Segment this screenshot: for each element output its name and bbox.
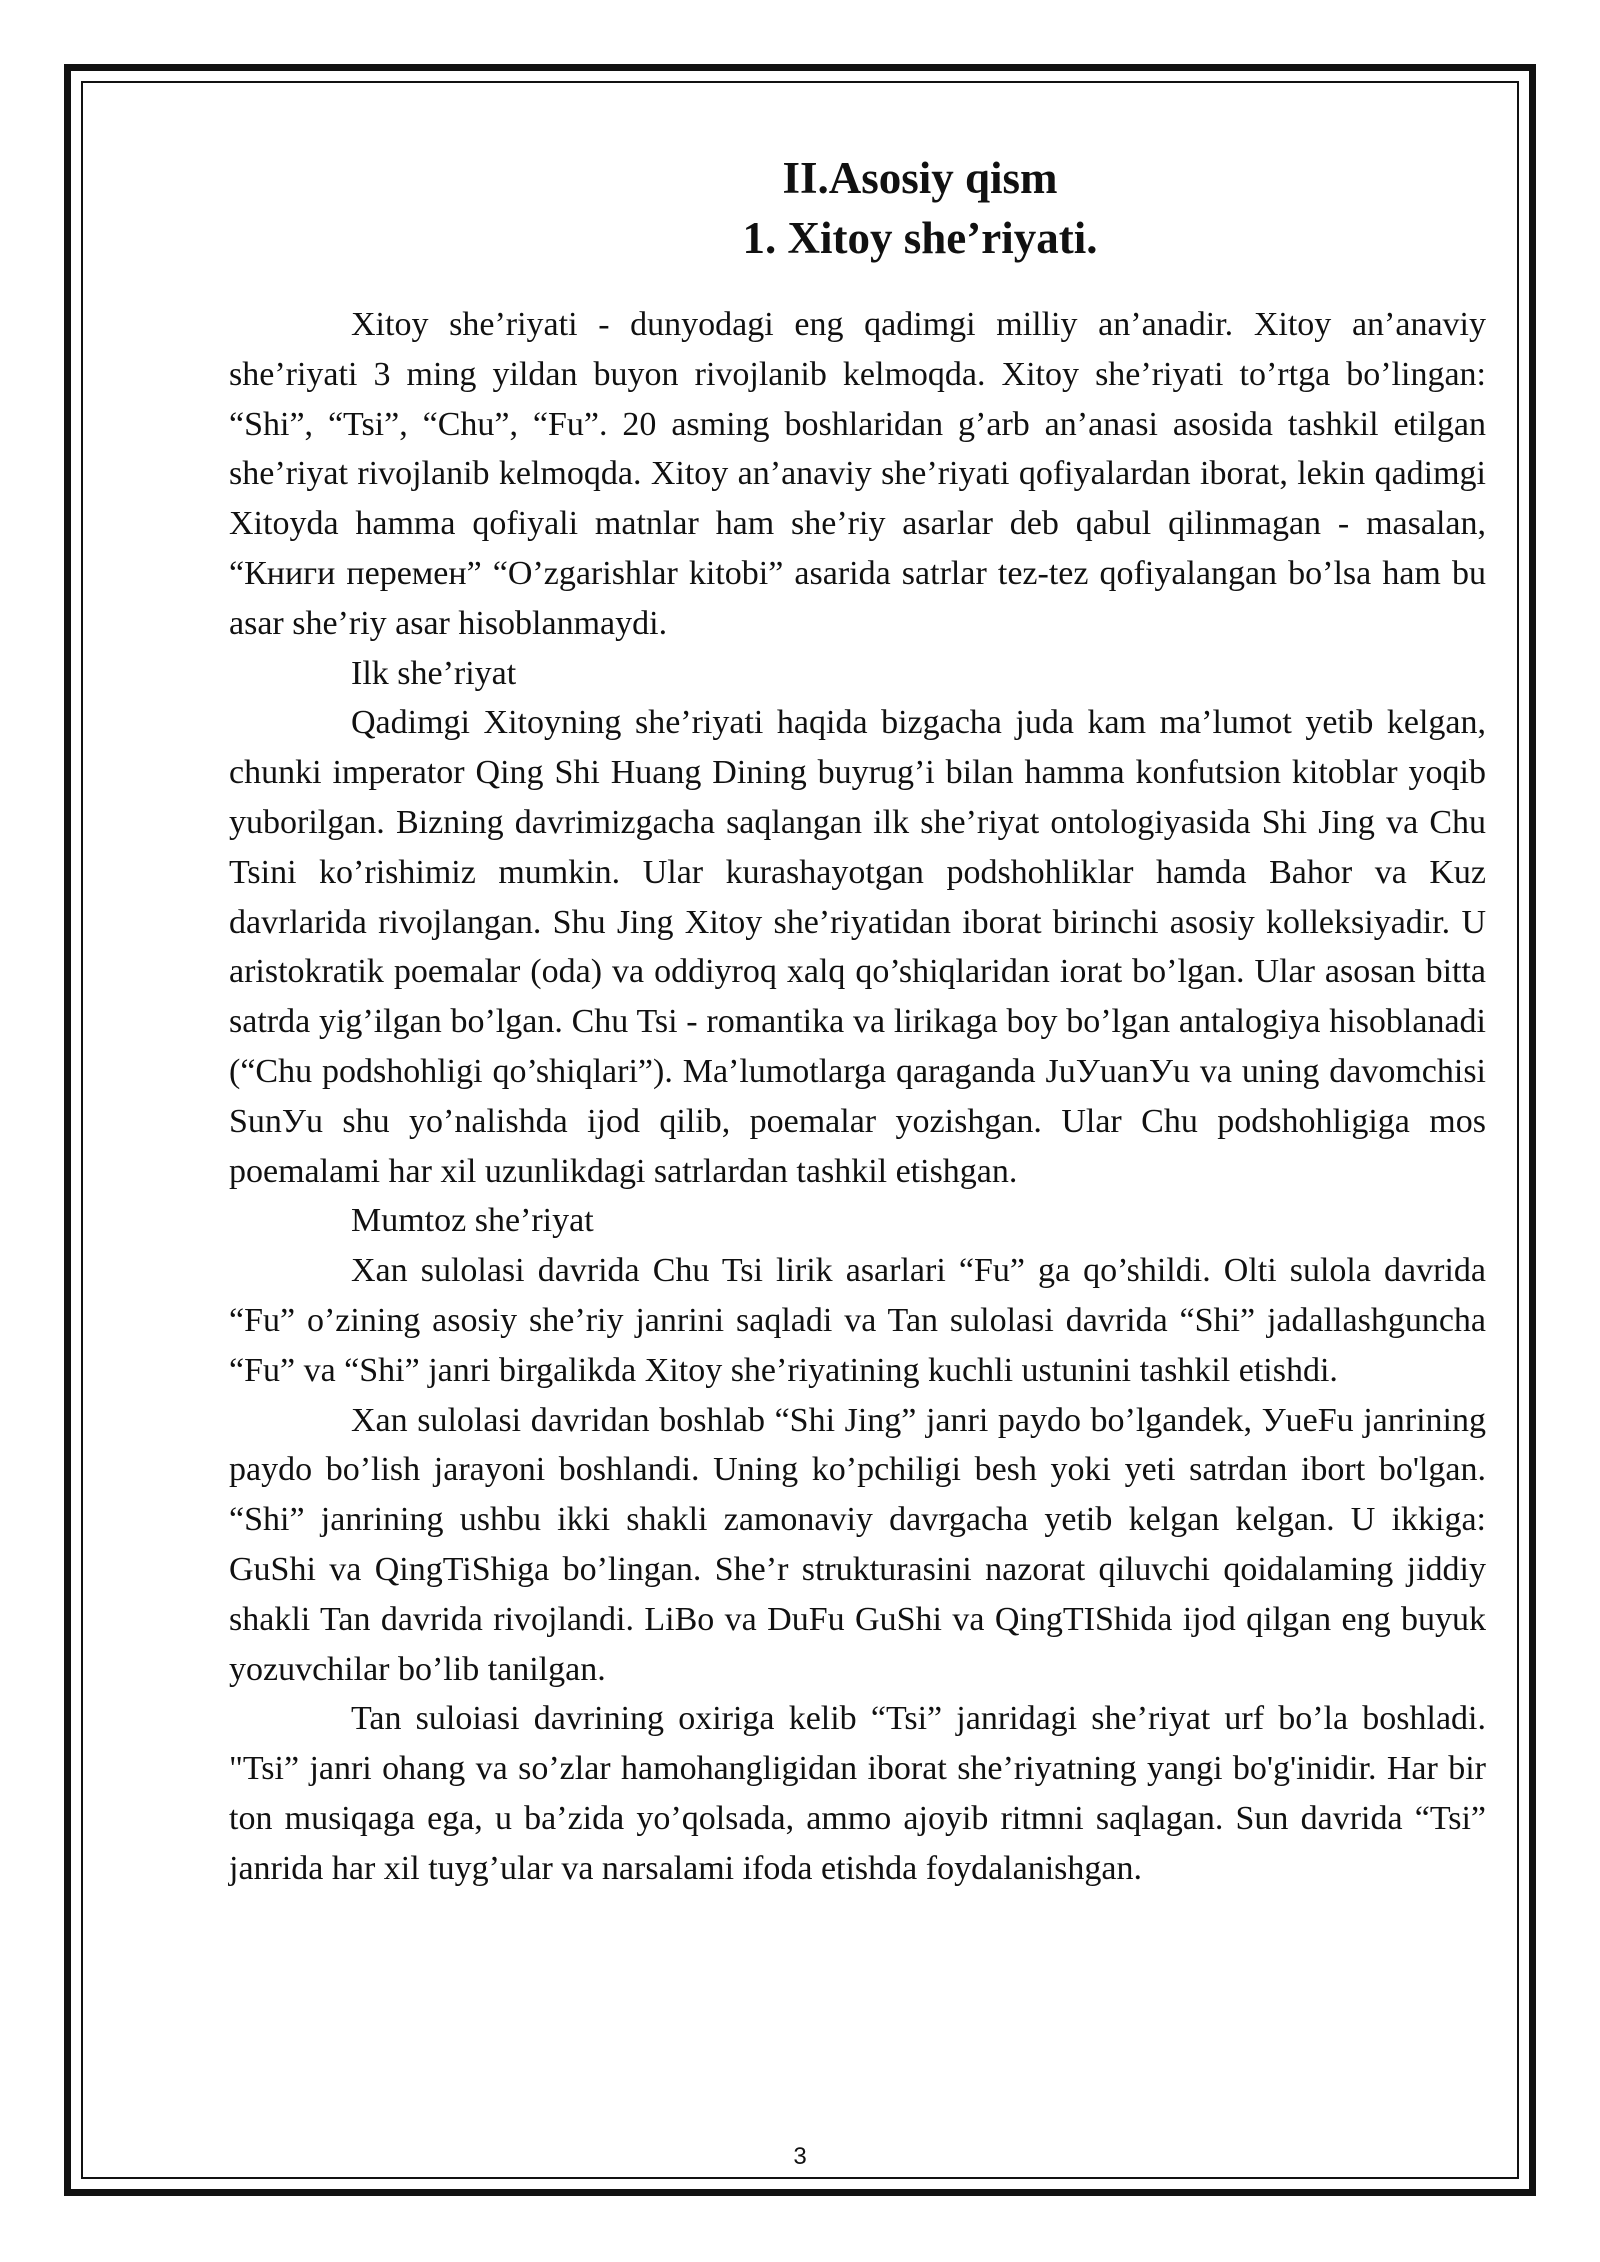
- chapter-title: 1. Xitoy she’riyati.: [742, 213, 1098, 263]
- paragraph-yuefu: Xan sulolasi davridan boshlab “Shi Jing” janri paydo bo’lgandek, УueFu janrining paydo bo’lish jarayoni boshlandi. Uning ko’pchiligi besh yoki yeti satrdan ibort bo'lgan. “Shi” janrining ushbu ikki shakli zamonaviy davrgacha yetib kelgan kelgan. U ikkiga: GuShi va QingTiShiga bo’lingan. She’r strukturasini nazorat qiluvchi qoidalaming jiddiy shakli Tan davrida rivojlandi. LiBo va DuFu GuShi va QingTIShida ijod qilgan eng buyuk yozuvchilar bo’lib tanilgan.: [229, 1401, 1486, 1688]
- paragraph-early-poetry: Qadimgi Xitoyning she’riyati haqida bizgacha juda kam ma’lumot yetib kelgan, chunki imperator Qing Shi Huang Dining buyrug’i bilan hamma konfutsion kitoblar yoqib yuborilgan. Bizning davrimizgacha saqlangan ilk she’riyat ontologiyasida Shi Jing va Chu Tsini ko’rishimiz mumkin. Ular kurashayotgan podshohliklar hamda Bahor va Kuz davrlarida rivojlangan. Shu Jing Xitoy she’riyatidan iborat birinchi asosiy kolleksiyadir. U aristokratik poemalar (oda) va oddiyroq xalq qo’shiqlaridan iorat bo’lgan. Ular asosan bitta satrda yig’ilgan bo’lgan. Chu Tsi - romantika va lirikaga boy bo’lgan antalogiya hisoblanadi (“Chu podshohligi qo’shiqlari”). Ma’lumotlarga qaraganda JuУuanУu va uning davomchisi SunУu shu yo’nalishda ijod qilib, poemalar yozishgan. Ular Chu podshohligiga mos poemalami har xil uzunlikdagi satrlardan tashkil etishgan.: [229, 704, 1486, 1190]
- subheading-early-poetry: Ilk she’riyat: [351, 654, 517, 692]
- paragraph-tsi: Tan suloiasi davrining oxiriga kelib “Tsi” janridagi she’riyat urf bo’la boshladi. "Tsi” janri ohang va so’zlar hamohangligidan iborat she’riyatning yangi bo'g'inidir. Har bir ton musiqaga ega, u ba’zida yo’qolsada, ammo ajoyib ritmni saqlagan. Sun davrida “Tsi” janrida har xil tuyg’ular va narsalami ifoda etishda foydalanishgan.: [229, 1700, 1486, 1887]
- page-number: 3: [793, 2143, 807, 2170]
- document-body: [229, 300, 1486, 1894]
- section-title: II.Asosiy qism: [782, 153, 1058, 203]
- paragraph-intro: Xitoy she’riyati - dunyodagi eng qadimgi milliy an’anadir. Xitoy an’anaviy she’riyati 3 ming yildan buyon rivojlanib kelmoqda. Xitoy she’riyati to’rtga bo’lingan: “Shi”, “Tsi”, “Chu”, “Fu”. 20 asming boshlaridan g’arb an’anasi asosida tashkil etilgan she’riyat rivojlanib kelmoqda. Xitoy an’anaviy she’riyati qofiyalardan iborat, lekin qadimgi Xitoyda hamma qofiyali matnlar ham she’riy asarlar deb qabul qilinmagan - masalan, “Книги перемен” “O’zgarishlar kitobi” asarida satrlar tez-tez qofiyalangan bo’lsa ham bu asar she’riy asar hisoblanmaydi.: [229, 306, 1486, 642]
- subheading-classical-poetry: Mumtoz she’riyat: [351, 1202, 594, 1240]
- heading-block: [560, 148, 1280, 268]
- paragraph-han-dynasty: Xan sulolasi davrida Chu Tsi lirik asarlari “Fu” ga qo’shildi. Olti sulola davrida “Fu” o’zining asosiy she’riy janrini saqladi va Tan sulolasi davrida “Shi” jadallashguncha “Fu” va “Shi” janri birgalikda Xitoy she’riyatining kuchli ustunini tashkil etishdi.: [229, 1252, 1486, 1389]
